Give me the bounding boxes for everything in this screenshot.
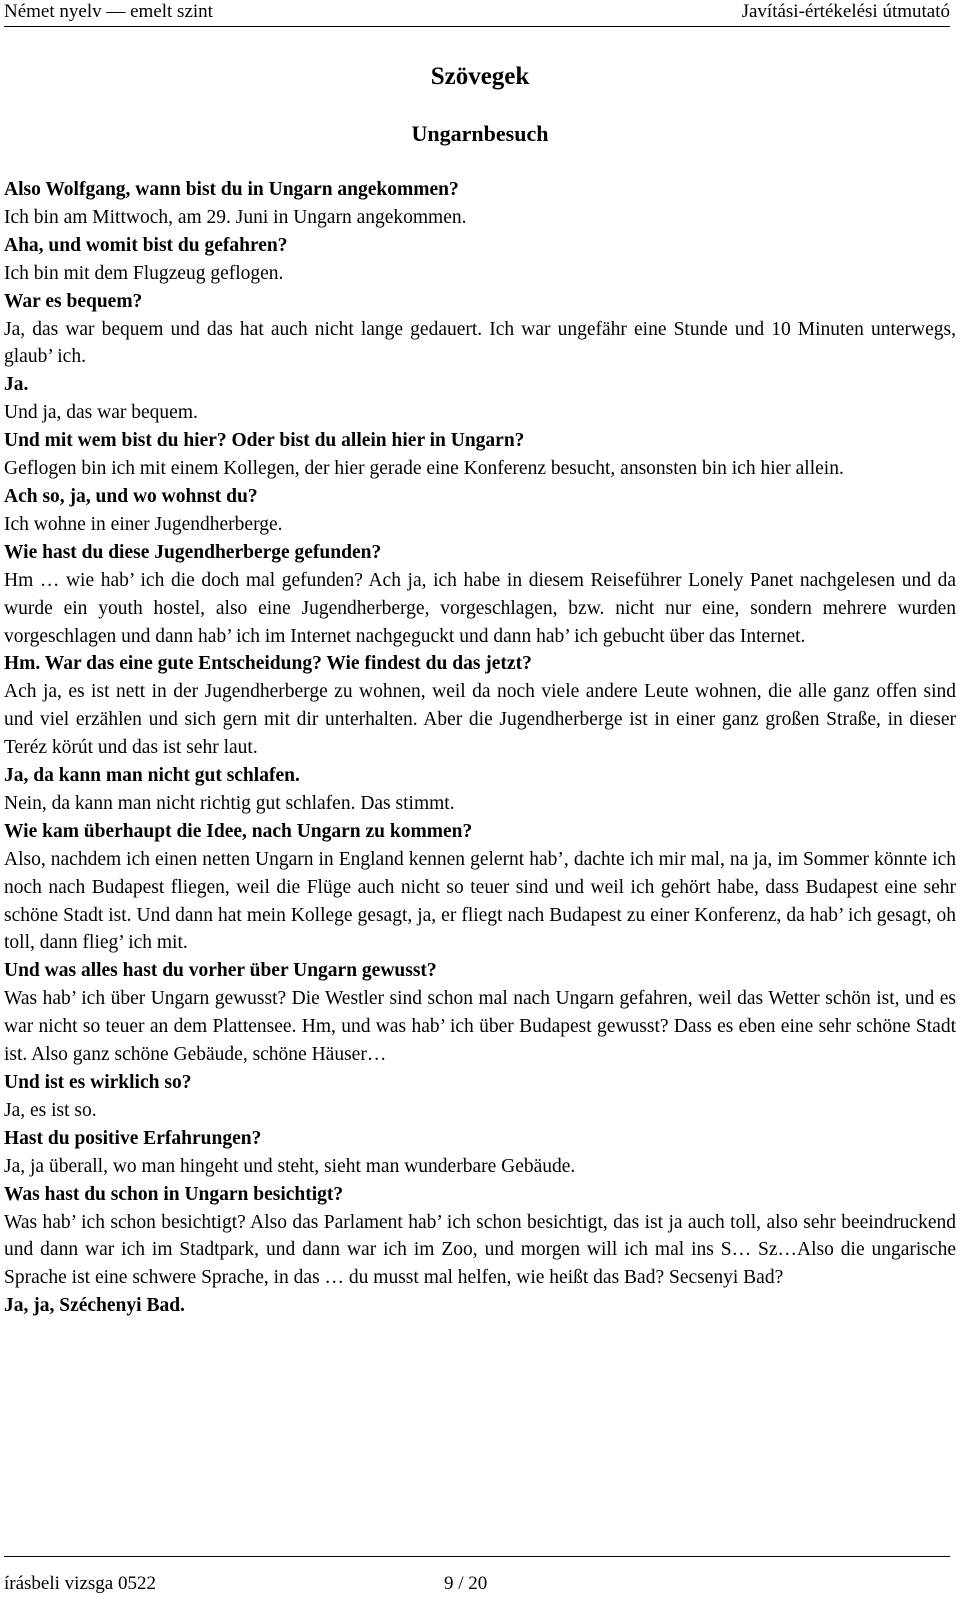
footer-divider [4, 1556, 950, 1557]
interviewer-question: Also Wolfgang, wann bist du in Ungarn angekommen? [4, 179, 459, 200]
interviewer-question: Und was alles hast du vorher über Ungarn gewusst? [4, 960, 437, 982]
interviewer-question: Ja, ja, Széchenyi Bad. [4, 1295, 185, 1317]
header-doc-type: Javítási-értékelési útmutató [741, 1, 950, 22]
respondent-answer: Ich wohne in einer Jugendherberge. [4, 513, 283, 535]
page-title: Szövegek [430, 63, 530, 90]
interviewer-question: Hm. War das eine gute Entscheidung? Wie findest du das jetzt? [4, 653, 532, 675]
interviewer-question: War es bequem? [4, 290, 143, 312]
interviewer-question: Wie kam überhaupt die Idee, nach Ungarn zu kommen? [4, 820, 473, 842]
respondent-answer: Was hab’ ich schon besichtigt? Also das Parlament hab’ ich schon besichtigt, das ist ja auch toll, also sehr beeindruckend und dann war ich im Stadtpark, und dann war ich im Zoo, und morgen will ich mal ins S… Sz…Also die ungarische Sprache ist eine schwere Sprache, in das … du musst mal helfen, wie heißt das Bad? Secsenyi Bad? [4, 1211, 956, 1289]
footer-exam-code: írásbeli vizsga 0522 [4, 1573, 156, 1594]
interviewer-question: Wie hast du diese Jugendherberge gefunden? [4, 541, 382, 563]
interviewer-question: Was hast du schon in Ungarn besichtigt? [4, 1183, 344, 1205]
respondent-answer: Was hab’ ich über Ungarn gewusst? Die Westler sind schon mal nach Ungarn gefahren, weil das Wetter schön ist, und es war nicht so teuer an dem Plattensee. Hm, und was hab’ ich über Budapest gewusst? Dass es eben eine sehr schöne Stadt ist. Also ganz schöne Gebäude, schöne Häuser… [4, 988, 956, 1066]
respondent-answer: Ja, ja überall, wo man hingeht und steht, sieht man wunderbare Gebäude. [4, 1155, 576, 1177]
respondent-answer: Ich bin mit dem Flugzeug geflogen. [4, 262, 284, 284]
respondent-answer: Ach ja, es ist nett in der Jugendherberge zu wohnen, weil da noch viele andere Leute wohnen, die alle ganz offen sind und viel erzählen und sich gern mit dir unterhalten. Aber die Jugendherberge ist in einer ganz großen Straße, in dieser Teréz körút und das ist sehr laut. [4, 681, 956, 759]
header-subject: Német nyelv — emelt szint [4, 1, 213, 22]
respondent-answer: Und ja, das war bequem. [4, 402, 198, 424]
respondent-answer: Hm … wie hab’ ich die doch mal gefunden? Ach ja, ich habe in diesem Reiseführer Lonely Panet nachgelesen und da wurde ein youth hostel, also eine Jugendherberge, vorgeschlagen, bzw. nicht nur eine, sondern mehrere wurden vorgeschlagen und dann hab’ ich im Internet nachgeguckt und dann hab’ ich gebucht über das Internet. [4, 569, 956, 647]
interviewer-question: Aha, und womit bist du gefahren? [4, 234, 288, 256]
page-footer [4, 1570, 950, 1598]
interviewer-question: Ach so, ja, und wo wohnst du? [4, 485, 258, 507]
page-header [4, 0, 950, 26]
respondent-answer: Ja, es ist so. [4, 1099, 97, 1121]
respondent-answer: Geflogen bin ich mit einem Kollegen, der hier gerade eine Konferenz besucht, ansonsten bin ich hier allein. [4, 458, 844, 480]
interviewer-question: Und mit wem bist du hier? Oder bist du allein hier in Ungarn? [4, 430, 525, 452]
page-number: 9 / 20 [444, 1573, 488, 1594]
header-divider [4, 26, 950, 27]
respondent-answer: Also, nachdem ich einen netten Ungarn in England kennen gelernt hab’, dachte ich mir mal, na ja, im Sommer könnte ich noch nach Budapest fliegen, weil die Flüge auch nicht so teuer sind und weil ich gehört habe, dass Budapest eine sehr schöne Stadt ist. Und dann hat mein Kollege gesagt, ja, er fliegt nach Budapest zu einer Konferenz, da hab’ ich gesagt, oh toll, dann flieg’ ich mit. [4, 848, 956, 954]
respondent-answer: Nein, da kann man nicht richtig gut schlafen. Das stimmt. [4, 792, 455, 814]
interviewer-question: Und ist es wirklich so? [4, 1072, 192, 1093]
respondent-answer: Ich bin am Mittwoch, am 29. Juni in Ungarn angekommen. [4, 206, 467, 228]
dialogue-transcript [4, 176, 956, 1320]
interviewer-question: Hast du positive Erfahrungen? [4, 1127, 262, 1149]
respondent-answer: Ja, das war bequem und das hat auch nicht lange gedauert. Ich war ungefähr eine Stunde und 10 Minuten unterwegs, glaub’ ich. [4, 318, 956, 368]
interviewer-question: Ja, da kann man nicht gut schlafen. [4, 765, 300, 787]
text-title: Ungarnbesuch [411, 121, 549, 146]
interviewer-question: Ja. [4, 374, 29, 396]
